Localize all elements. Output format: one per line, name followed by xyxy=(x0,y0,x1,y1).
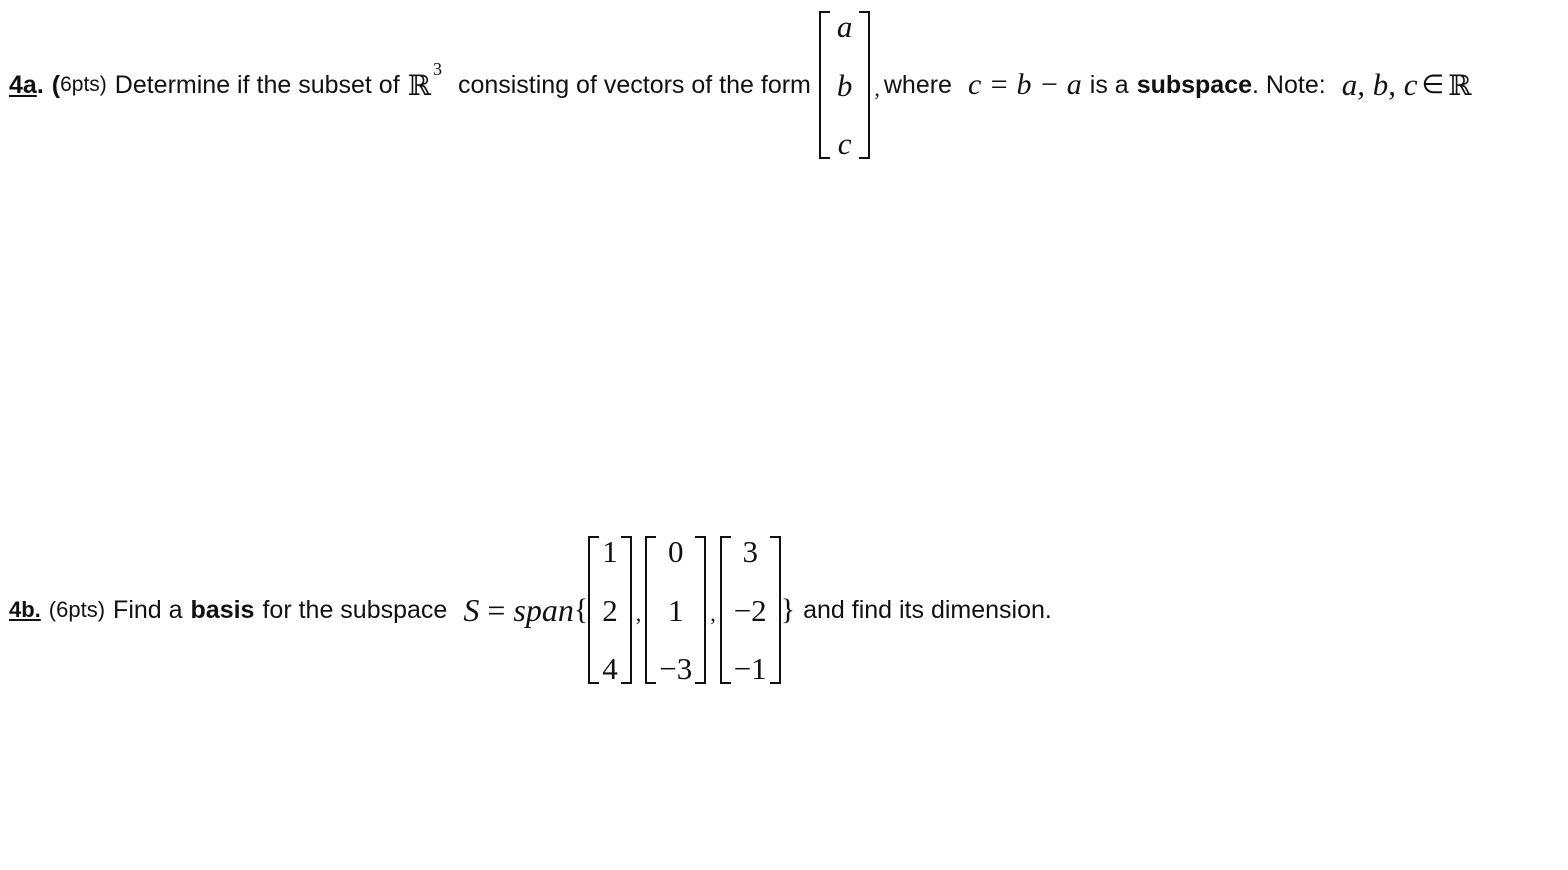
vector-1-entry-2: 2 xyxy=(602,592,618,628)
problem-4a-text-1: Determine if the subset of xyxy=(114,70,400,99)
vector-2-entry-2: 1 xyxy=(667,592,684,628)
problem-4b-text-2: for the subspace xyxy=(262,595,448,624)
basis-vector-1 xyxy=(588,536,632,684)
element-of-symbol: ∈ xyxy=(1421,70,1445,99)
equals-sign: = xyxy=(479,591,514,628)
vector-entry-c: c xyxy=(837,126,852,161)
vector-2-entry-3: −3 xyxy=(659,651,693,686)
problem-4a-text-5: . Note: xyxy=(1252,70,1326,99)
basis-vector-3 xyxy=(720,536,781,684)
set-name: S xyxy=(463,591,480,628)
vector-3-entry-2: −2 xyxy=(733,592,767,628)
condition-equation: c = b − a xyxy=(967,68,1082,101)
brace-close: } xyxy=(780,593,796,626)
note-variables: a, b, c xyxy=(1341,67,1418,102)
vector-entry-b: b xyxy=(836,67,853,103)
problem-4a-text-2: consisting of vectors of the form xyxy=(457,70,811,99)
vector-1-entry-3: 4 xyxy=(602,651,618,686)
problem-4b xyxy=(9,534,1052,686)
real-space-symbol: ℝ xyxy=(407,68,431,102)
problem-4a xyxy=(9,10,1471,160)
problem-4b-number: 4b. xyxy=(9,597,41,622)
basis-vector-2 xyxy=(645,536,706,684)
vector-entry-a: a xyxy=(836,9,853,44)
problem-4b-text-1: Find a xyxy=(113,595,183,624)
problem-4b-points: (6pts) xyxy=(48,597,106,622)
problem-4a-period: . xyxy=(36,70,44,99)
brace-open: { xyxy=(573,593,589,626)
vector-comma-1: , xyxy=(635,601,642,626)
subspace-term: subspace xyxy=(1136,70,1253,99)
span-word: span xyxy=(513,591,574,628)
problem-4a-number: 4a xyxy=(9,70,37,99)
problem-4a-paren: ( xyxy=(51,70,61,99)
vector-3-entry-1: 3 xyxy=(742,534,758,569)
vector-1-entry-1: 1 xyxy=(602,534,618,569)
vector-abc xyxy=(819,11,871,159)
real-space-exponent: 3 xyxy=(432,58,442,79)
vector-2-entry-1: 0 xyxy=(667,534,684,569)
vector-comma-2: , xyxy=(710,601,716,626)
vector-3-entry-3: −1 xyxy=(733,651,767,686)
basis-term: basis xyxy=(190,595,255,624)
note-real-space-symbol: ℝ xyxy=(1448,68,1472,102)
problem-4a-points: 6pts) xyxy=(60,73,107,96)
problem-4a-text-3: where xyxy=(883,70,952,99)
problem-4a-comma: , xyxy=(874,76,880,101)
problem-4a-text-4: is a xyxy=(1089,70,1129,99)
problem-4b-text-3: and find its dimension. xyxy=(803,595,1052,624)
